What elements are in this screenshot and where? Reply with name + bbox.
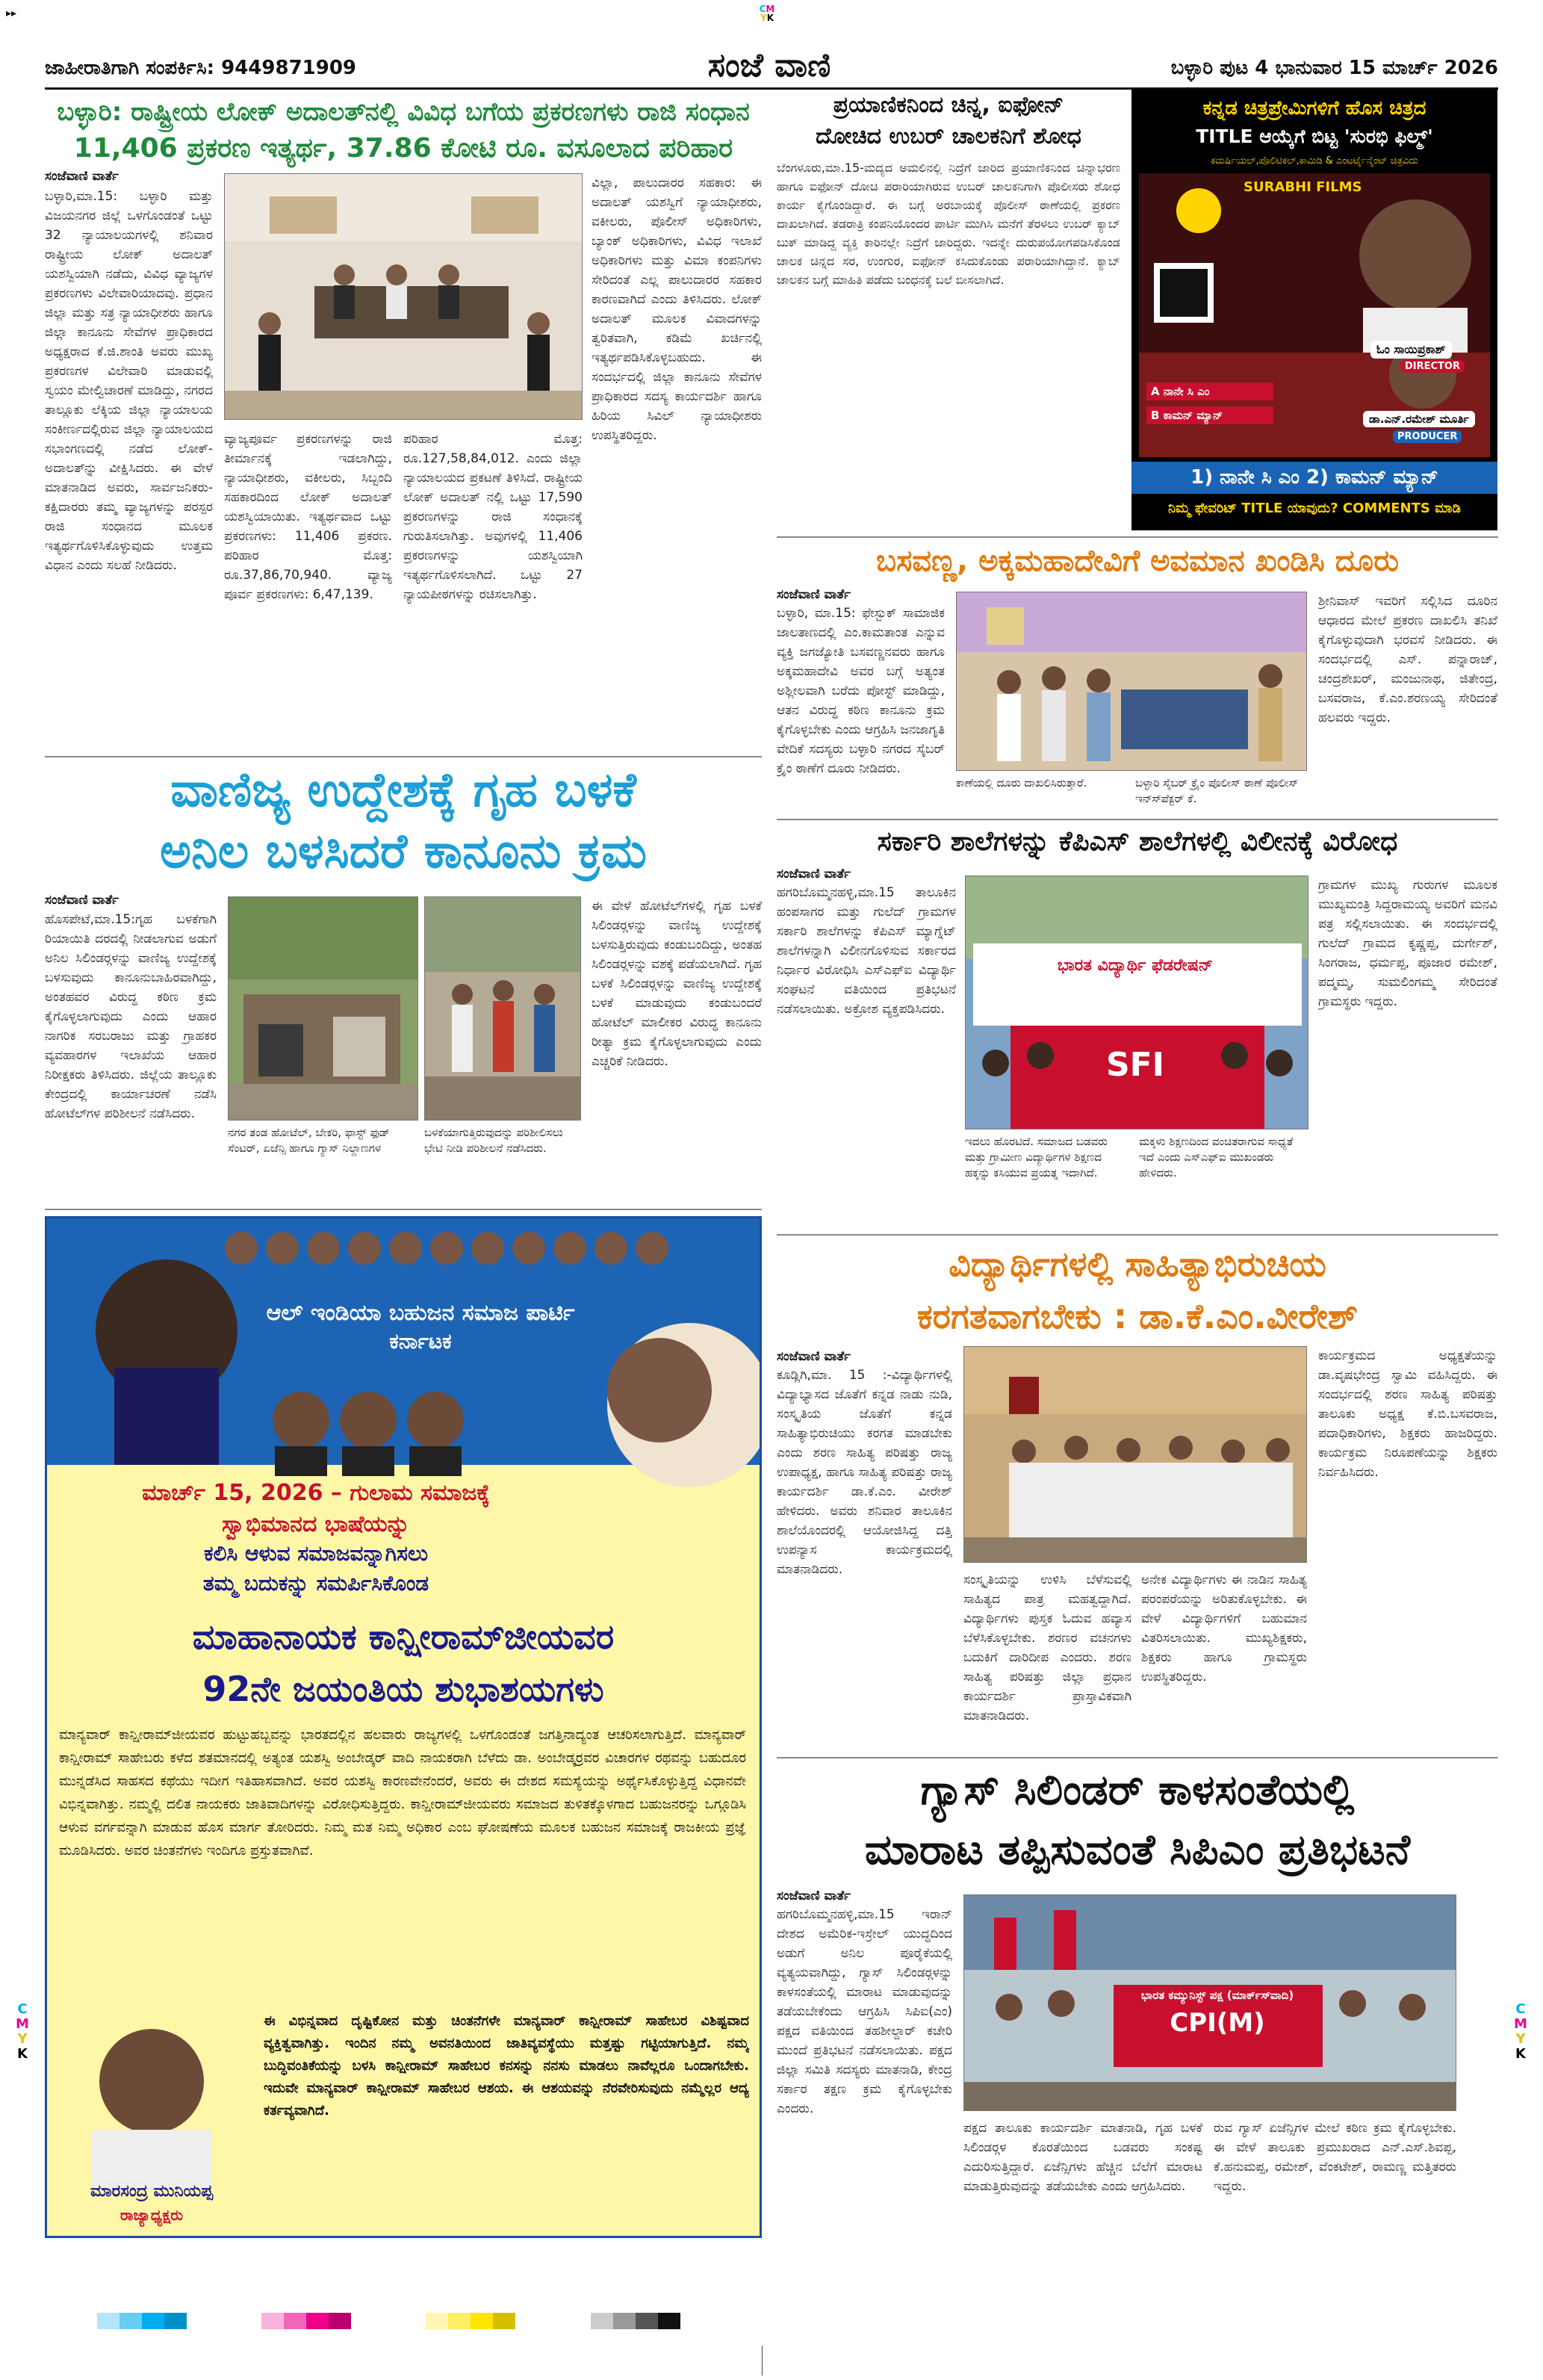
cmyk-mark-left: C M Y K — [16, 2001, 29, 2062]
producer-role: PRODUCER — [1393, 430, 1462, 443]
bsp-line-2: ಸ್ವಾಭಿಮಾನದ ಭಾಷೆಯನ್ನು — [222, 1511, 410, 1537]
uber-headline-1: ಪ್ರಯಾಣಿಕನಿಂದ ಚಿನ್ನ, ಐಫೋನ್ — [833, 92, 1064, 118]
sahitya-headline-1: ವಿದ್ಯಾರ್ಥಿಗಳಲ್ಲಿ ಸಾಹಿತ್ಯಾಭಿರುಚಿಯ — [949, 1244, 1326, 1284]
sahitya-col-4: ಕಾರ್ಯಕ್ರಮದ ಅಧ್ಯಕ್ಷತೆಯನ್ನು ಡಾ.ವೃಷಭೇಂದ್ರ ಸ್ವಾಮಿ ವಹಿಸಿದ್ದರು. ಈ ಸಂದರ್ಭದಲ್ಲಿ ಶರಣ ಸಾಹಿತ್ಯ ಪರಿಷತ್ತು ತಾಲೂಕು ಅಧ್ಯಕ್ಷ ಕೆ.ಬಿ.ಬಸವರಾಜ, ಪದಾಧಿಕಾರಿಗಳು, ಶಿಕ್ಷಕರು ಹಾಜರಿದ್ದರು. ಕಾರ್ಯಕ್ರಮ ನಿರೂಪಣೆಯನ್ನು ಶಿಕ್ಷಕರು ನಿರ್ವಹಿಸಿದರು. — [1318, 1348, 1497, 1480]
divider — [777, 819, 1498, 820]
kps-byline: ಸಂಜೆವಾಣಿ ವಾರ್ತೆ — [777, 867, 851, 881]
divider — [45, 1209, 762, 1210]
page-header — [45, 46, 1498, 90]
cpim-label: CPI(M) — [1170, 2008, 1265, 2038]
divider — [777, 1757, 1498, 1758]
film-ad-headline-1: ಕನ್ನಡ ಚಿತ್ರಪ್ರೇಮಿಗಳಿಗೆ ಹೊಸ ಚಿತ್ರದ — [1202, 97, 1426, 120]
bsp-state: ಕರ್ನಾಟಕ — [389, 1329, 452, 1354]
crop-mark-left: ▸▸ — [6, 7, 17, 19]
sahitya-program-image — [964, 1347, 1307, 1563]
gas-col-3: ರುವ ಗ್ಯಾಸ್ ಏಜೆನ್ಸಿಗಳ ಮೇಲೆ ಕಠಿಣ ಕ್ರಮ ಕೈಗೊಳ್ಳಬೇಕು. ಈ ವೇಳೆ ತಾಲೂಕು ಪ್ರಮುಖರಾದ ಎನ್.ಎಸ್.ಶಿವಪ್ಪ, ಕೆ.ಹನುಮಪ್ಪ, ರಮೇಶ್, ವೆಂಕಟೇಶ್, ರಾಮಣ್ಣ ಮತ್ತಿತರರು ಇದ್ದರು. — [1214, 2121, 1456, 2194]
film-cta: ನಿಮ್ಮ ಫೇವರಿಟ್ TITLE ಯಾವುದು? COMMENTS ಮಾಡಿ — [1168, 501, 1461, 516]
crop-mark-bottom — [762, 2346, 777, 2376]
anil-caption-1: ನಗರ ತಂಡ ಹೋಟೆಲ್, ಬೇಕರಿ, ಫಾಸ್ಟ್ ಫುಡ್ ಸೆಂಟರ್, ಏಜೆನ್ಸಿ ಹಾಗೂ ಗ್ಯಾಸ್ ನಿಲ್ದಾಣಗಳ — [228, 1126, 391, 1155]
film-banner: SURABHI FILMS — [1244, 179, 1362, 195]
cpim-protest-image — [964, 1895, 1456, 2111]
film-ad-subline: ಕಮರ್ಷಿಯಲ್,ಪೊಲಿಟಿಕಲ್,ಕಾಮಿಡಿ & ಎಂಟರ್ಟೈನ್ಮೆಂಟ್ ಚಿತ್ರವಿದು — [1211, 155, 1418, 167]
lok-adalat-col-1: ಬಳ್ಳಾರಿ,ಮಾ.15: ಬಳ್ಳಾರಿ ಮತ್ತು ವಿಜಯನಗರ ಜಿಲ್ಲೆ ಒಳಗೊಂಡಂತೆ ಒಟ್ಟು 32 ನ್ಯಾಯಾಲಯಗಳಲ್ಲಿ ಶನಿವಾರ ರಾಷ್ಟ್ರೀಯ ಲೋಕ್ ಅದಾಲತ್ ಯಶಸ್ವಿಯಾಗಿ ನಡೆದು, ವಿವಿಧ ವ್ಯಾಜ್ಯಗಳ ಪ್ರಕರಣಗಳು ವಿಲೇವಾರಿಯಾದವು. ಪ್ರಧಾನ ಜಿಲ್ಲಾ ಮತ್ತು ಸತ್ರ ನ್ಯಾಯಾಧೀಶರು ಹಾಗೂ ಜಿಲ್ಲಾ ಕಾನೂನು ಸೇವೆಗಳ ಪ್ರಾಧಿಕಾರದ ಅಧ್ಯಕ್ಷರಾದ ಕೆ.ಜಿ.ಶಾಂತಿ ಅವರು ಮುಖ್ಯ ಪ್ರಕರಣಗಳ ವಿಲೇವಾರಿ ಮಾಡುವಲ್ಲಿ ಸ್ವಯಂ ಮೇಲ್ವಿಚಾರಣೆ ಮಾಡಿದ್ದು, ನಗರದ ತಾಲ್ಲೂಕು ಲೆಕ್ಕಿಯ ಜಿಲ್ಲಾ ನ್ಯಾಯಾಲಯ ಸಂಕೀರ್ಣದಲ್ಲಿರುವ ಜಿಲ್ಲಾ ನ್ಯಾಯಾಲಯದ ಸಭಾಂಗಣದಲ್ಲಿ ನಡೆದ ಲೋಕ್-ಅದಾಲತ್‍ನ್ನು ವೀಕ್ಷಿಸಿದರು. ಈ ವೇಳೆ ಮಾತನಾಡಿದ ಅವರು, ಸಾರ್ವಜನಿಕರು-ಕಕ್ಷಿದಾರರು ತಮ್ಮ ವ್ಯಾಜ್ಯಗಳನ್ನು ಪರಸ್ಪರ ರಾಜಿ ಸಂಧಾನದ ಮೂಲಕ ಇತ್ಯರ್ಥಗೊಳಿಸಿಕೊಳ್ಳುವುದು ಉತ್ತಮ ವಿಧಾನ ಎಂದು ಸಲಹೆ ನೀಡಿದರು. — [45, 189, 213, 573]
lok-adalat-col-3: ಪರಿಹಾರ ಮೊತ್ತ: ರೂ.127,58,84,012. ಎಂದು ಜಿಲ್ಲಾ ನ್ಯಾಯಾಲಯದ ಪ್ರಕಟಣೆ ತಿಳಿಸಿದೆ. ರಾಷ್ಟ್ರೀಯ ಲೋಕ್ ಅದಾಲತ್ ನಲ್ಲಿ ಒಟ್ಟು 17,590 ಪ್ರಕರಣಗಳನ್ನು ರಾಜಿ ಸಂಧಾನಕ್ಕೆ ಗುರುತಿಸಲಾಗಿತ್ತು. ಅವುಗಳಲ್ಲಿ 11,406 ಪ್ರಕರಣಗಳನ್ನು ಯಶಸ್ವಿಯಾಗಿ ಇತ್ಯರ್ಥಗೊಳಿಸಲಾಗಿದೆ. ಒಟ್ಟು 27 ನ್ಯಾಯಪೀಠಗಳನ್ನು ರಚಿಸಲಾಗಿತ್ತು. — [403, 432, 583, 602]
edition-info: ಬಳ್ಳಾರಿ ಪುಟ 4 ಭಾನುವಾರ 15 ಮಾರ್ಚ್ 2026 — [1170, 57, 1498, 79]
lok-adalat-photo — [224, 173, 583, 420]
sahitya-col-1: ಕೂಡ್ಲಿಗಿ,ಮಾ. 15 :-ವಿದ್ಯಾರ್ಥಿಗಳಲ್ಲಿ ವಿದ್ಯಾಭ್ಯಾಸದ ಜೊತೆಗೆ ಕನ್ನಡ ನಾಡು ನುಡಿ, ಸಂಸ್ಕೃತಿಯ ಜೊತೆಗೆ ಕನ್ನಡ ಸಾಹಿತ್ಯಾಭಿರುಚಿಯು ಕರಗತ ಮಾಡಬೇಕು ಎಂದು ಶರಣ ಸಾಹಿತ್ಯ ಪರಿಷತ್ತು ರಾಜ್ಯ ಉಪಾಧ್ಯಕ್ಷ, ಹಾಗೂ ಸಾಹಿತ್ಯ ಪರಿಷತ್ತು ರಾಜ್ಯ ಕಾರ್ಯದರ್ಶಿ ಡಾ.ಕೆ.ಎಂ. ವೀರೇಶ್ ಹೇಳಿದರು. ಅವರು ಶನಿವಾರ ತಾಲೂಕಿನ ಶಾಲೆಯೊಂದರಲ್ಲಿ ಆಯೋಜಿಸಿದ್ದ ದತ್ತಿ ಉಪನ್ಯಾಸ ಕಾರ್ಯಕ್ರಮದಲ್ಲಿ ಮಾತನಾಡಿದರು. — [777, 1368, 952, 1577]
cmyk-mark-right: C M Y K — [1514, 2001, 1527, 2062]
cylinder-seizure-image — [425, 897, 581, 1121]
bsp-line-5: ಮಾಹಾನಾಯಕ ಕಾನ್ಷೀರಾಮ್‍ಜೀಯವರ — [192, 1617, 615, 1657]
gas-headline-2: ಮಾರಾಟ ತಪ್ಪಿಸುವಂತೆ ಸಿಪಿಎಂ ಪ್ರತಿಭಟನೆ — [864, 1826, 1411, 1874]
film-ad — [1131, 90, 1497, 530]
anil-byline: ಸಂಜೆವಾಣಿ ವಾರ್ತೆ — [45, 893, 119, 908]
sfi-banner-text: ಭಾರತ ವಿದ್ಯಾರ್ಥಿ ಫೆಡರೇಷನ್ — [1057, 956, 1214, 975]
hotel-inspection-image — [229, 897, 418, 1121]
bsp-party-name: ಆಲ್ ಇಂಡಿಯಾ ಬಹುಜನ ಸಮಾಜ ಪಾರ್ಟಿ — [266, 1300, 575, 1326]
gas-col-2: ಪಕ್ಷದ ತಾಲೂಕು ಕಾರ್ಯದರ್ಶಿ ಮಾತನಾಡಿ, ಗೃಹ ಬಳಕೆ ಸಿಲಿಂಡರ್‍ಗಳ ಕೊರತೆಯಿಂದ ಬಡವರು ಸಂಕಷ್ಟ ಎದುರಿಸುತ್ತಿದ್ದಾರೆ. ಏಜೆನ್ಸಿಗಳು ಹೆಚ್ಚಿನ ಬೆಲೆಗೆ ಮಾರಾಟ ಮಾಡುತ್ತಿರುವುದನ್ನು ತಡೆಯಬೇಕು ಎಂದು ಆಗ್ರಹಿಸಿದರು. — [963, 2121, 1202, 2194]
film-options-line: 1) ನಾನೇ ಸಿ ಎಂ 2) ಕಾಮನ್ ಮ್ಯಾನ್ — [1131, 462, 1497, 494]
uber-headline-2: ದೋಚಿದ ಉಬರ್ ಚಾಲಕನಿಗೆ ಶೋಧ — [816, 123, 1081, 149]
masthead: ಸಂಜೆ ವಾಣಿ — [707, 46, 831, 84]
sfi-flag-text: SFI — [1105, 1046, 1165, 1084]
sfi-protest-image — [966, 876, 1308, 1129]
kps-caption-2: ಮಕ್ಕಳು ಶಿಕ್ಷಣದಿಂದ ವಂಚಿತರಾಗುವ ಸಾಧ್ಯತೆ ಇದೆ ಎಂದು ಎಸ್‍ಎಫ್‍ಐ ಮುಖಂಡರು ಹೇಳಿದರು. — [1139, 1135, 1294, 1180]
bsp-leader-title: ರಾಜ್ಯಾಧ್ಯಕ್ಷರು — [119, 2206, 184, 2224]
divider — [777, 1234, 1498, 1236]
sahitya-col-3: ಅನೇಕ ವಿದ್ಯಾರ್ಥಿಗಳು ಈ ನಾಡಿನ ಸಾಹಿತ್ಯ ಪರಂಪರೆಯನ್ನು ಅರಿತುಕೊಳ್ಳಬೇಕು. ಈ ವೇಳೆ ವಿದ್ಯಾರ್ಥಿಗಳಿಗೆ ಬಹುಮಾನ ವಿತರಿಸಲಾಯಿತು. ಮುಖ್ಯಶಿಕ್ಷಕರು, ಶಿಕ್ಷಕರು ಹಾಗೂ ಗ್ರಾಮಸ್ಥರು ಉಪಸ್ಥಿತರಿದ್ದರು. — [1141, 1572, 1307, 1685]
film-option-b: B ಕಾಮನ್ ಮ್ಯಾನ್ — [1146, 406, 1273, 424]
anil-photo-2 — [424, 896, 581, 1121]
bsp-leader-name: ಮಾರಸಂದ್ರ ಮುನಿಯಪ್ಪ — [90, 2182, 214, 2201]
basavanna-col-1: ಬಳ್ಳಾರಿ, ಮಾ.15: ಫೇಸ್ಬುಕ್ ಸಾಮಾಜಿಕ ಜಾಲತಾಣದಲ್ಲಿ ಎಂ.ಕಾಮತಾಂತ ಎನ್ನುವ ವ್ಯಕ್ತಿ ಜಗಜ್ಯೋತಿ ಬಸವಣ್ಣನವರು ಹಾಗೂ ಅಕ್ಕಮಹಾದೇವಿ ಅವರ ಬಗ್ಗೆ ಅತ್ಯಂತ ಅಶ್ಲೀಲವಾಗಿ ಬರೆದು ಪೋಸ್ಟ್ ಮಾಡಿದ್ದು, ಆತನ ವಿರುದ್ಧ ಕಠಿಣ ಕಾನೂನು ಕ್ರಮ ಕೈಗೊಳ್ಳಬೇಕು ಎಂದು ಆಗ್ರಹಿಸಿ ಜನಜಾಗೃತಿ ವೇದಿಕೆ ಸದಸ್ಯರು ಬಳ್ಳಾರಿ ನಗರದ ಸೈಬರ್ ಕ್ರೈಂ ಠಾಣೆಗೆ ದೂರು ನೀಡಿದರು. — [777, 606, 945, 776]
anil-caption-2: ಬಳಕೆಯಾಗುತ್ತಿರುವುದನ್ನು ಪರಿಶೀಲಿಸಲು ಭೇಟಿ ನೀಡಿ ಪರಿಶೀಲನೆ ನಡೆಸಿದರು. — [424, 1126, 563, 1155]
basavanna-byline: ಸಂಜೆವಾಣಿ ವಾರ್ತೆ — [777, 587, 851, 602]
lok-adalat-headline-2: 11,406 ಪ್ರಕರಣ ಇತ್ಯರ್ಥ, 37.86 ಕೋಟಿ ರೂ. ವಸೂಲಾದ ಪರಿಹಾರ — [73, 133, 733, 164]
bsp-tribute: ಈ ವಿಭಿನ್ನವಾದ ದೃಷ್ಟಿಕೋನ ಮತ್ತು ಚಿಂತನೆಗಳೇ ಮಾನ್ಯವಾರ್ ಕಾನ್ಷೀರಾಮ್ ಸಾಹೇಬರ ವಿಶಿಷ್ಟವಾದ ವ್ಯಕ್ತಿತ್ವವಾಗಿತ್ತು. ಇಂದಿನ ನಮ್ಮ ಅವನತಿಯಿಂದ ಜಾತಿವ್ಯವಸ್ಥೆಯು ಮತ್ತಷ್ಟು ಗಟ್ಟಿಯಾಗುತ್ತಿದೆ. ನಮ್ಮ ಬುದ್ಧಿವಂತಿಕೆಯನ್ನು ಬಳಸಿ ಕಾನ್ಷೀರಾಮ್ ಸಾಹೇಬರ ಕನಸನ್ನು ನನಸು ಮಾಡಲು ನಾವೆಲ್ಲರೂ ಒಂದಾಗಬೇಕು. ಇದುವೇ ಮಾನ್ಯವಾರ್ ಕಾನ್ಷೀರಾಮ್ ಸಾಹೇಬರ ಆಶಯ. ಈ ಆಶಯವನ್ನು ನೆರವೇರಿಸುವುದು ನಮ್ಮೆಲ್ಲರ ಆದ್ಯ ಕರ್ತವ್ಯವಾಗಿದೆ. — [264, 2013, 749, 2119]
gas-photo — [963, 1894, 1456, 2111]
producer-label: ಡಾ.ಎನ್.ರಮೇಶ್ ಮೂರ್ತಿ — [1363, 411, 1475, 427]
divider — [45, 756, 762, 757]
anil-headline-1: ವಾಣಿಜ್ಯ ಉದ್ದೇಶಕ್ಕೆ ಗೃಹ ಬಳಕೆ — [170, 763, 636, 818]
lok-adalat-byline: ಸಂಜೆವಾಣಿ ವಾರ್ತೆ — [45, 169, 119, 184]
bsp-ad — [45, 1216, 762, 2238]
cpim-banner-text: ಭಾರತ ಕಮ್ಯುನಿಸ್ಟ್ ಪಕ್ಷ (ಮಾರ್ಕ್ಸ್‍ವಾದಿ) — [1140, 1989, 1294, 2002]
kps-caption-1: ಇದಲು ಹೊರಟಿದೆ. ಸಮಾಜದ ಬಡವರು ಮತ್ತು ಗ್ರಾಮೀಣ ವಿದ್ಯಾರ್ಥಿಗಳ ಶಿಕ್ಷಣದ ಹಕ್ಕನ್ನು ಕಸಿಯುವ ಪ್ರಯತ್ನ ಇದಾಗಿದೆ. — [965, 1135, 1108, 1180]
ad-contact: ಜಾಹೀರಾತಿಗಾಗಿ ಸಂಪರ್ಕಿಸಿ: 9449871909 — [45, 57, 357, 79]
basavanna-col-2: ಶ್ರೀನಿವಾಸ್ ಇವರಿಗೆ ಸಲ್ಲಿಸಿದ ದೂರಿನ ಆಧಾರದ ಮೇಲೆ ಪ್ರಕರಣ ದಾಖಲಿಸಿ ತನಿಖೆ ಕೈಗೊಳ್ಳುವುದಾಗಿ ಭರವಸೆ ನೀಡಿದರು. ಈ ಸಂದರ್ಭದಲ್ಲಿ ಎಸ್. ಪನ್ನಾರಾಜ್, ಚಂದ್ರಶೇಖರ್, ಮಂಜುನಾಥ, ಜಿತೇಂದ್ರ, ಬಸವರಾಜ, ಕೆ.ಎಂ.ಶರಣಯ್ಯ ಸೇರಿದಂತೆ ಹಲವರು ಇದ್ದರು. — [1318, 594, 1497, 725]
color-calibration-bar — [97, 2313, 710, 2331]
cyber-police-image — [957, 592, 1307, 771]
cmyk-mark-top: CM YK — [759, 4, 775, 23]
anil-photo-1 — [228, 896, 418, 1121]
film-ad-headline-2: TITLE ಆಯ್ಕೆಗೆ ಬಿಟ್ಟ 'ಸುರಭಿ ಫಿಲ್ಮ್' — [1196, 125, 1433, 147]
bsp-line-6: 92ನೇ ಜಯಂತಿಯ ಶುಭಾಶಯಗಳು — [202, 1669, 604, 1709]
bsp-line-3: ಕಲಿಸಿ ಆಳುವ ಸಮಾಜವನ್ನಾಗಿಸಲು — [203, 1541, 428, 1566]
basavanna-caption-2: ಬಳ್ಳಾರಿ ಸೈಬರ್ ಕ್ರೈಂ ಪೊಲೀಸ್ ಠಾಣೆ ಪೊಲೀಸ್ ಇನ್ಸ್‍ಪೆಕ್ಟರ್ ಕೆ. — [1135, 776, 1299, 805]
gas-headline-1: ಗ್ಯಾಸ್ ಸಿಲಿಂಡರ್ ಕಾಳಸಂತೆಯಲ್ಲಿ — [920, 1766, 1355, 1815]
lok-adalat-col-2: ವ್ಯಾಜ್ಯಪೂರ್ವ ಪ್ರಕರಣಗಳನ್ನು ರಾಜಿ ತೀರ್ಮಾನಕ್ಕೆ ಇಡಲಾಗಿದ್ದು, ನ್ಯಾಯಾಧೀಶರು, ವಕೀಲರು, ಸಿಬ್ಬಂದಿ ಸಹಕಾರದಿಂದ ಲೋಕ್ ಅದಾಲತ್ ಯಶಸ್ವಿಯಾಯಿತು. ಇತ್ಯರ್ಥವಾದ ಒಟ್ಟು ಪ್ರಕರಣಗಳು: 11,406 ಪ್ರಕರಣ. ಪರಿಹಾರ ಮೊತ್ತ: ರೂ.37,86,70,940. ವ್ಯಾಜ್ಯ ಪೂರ್ವ ಪ್ರಕರಣಗಳು: 6,47,139. — [224, 432, 392, 602]
uber-body: ಬೆಂಗಳೂರು,ಮಾ.15-ಮದ್ಯದ ಅಮಲಿನಲ್ಲಿ ನಿದ್ರೆಗೆ ಜಾರಿದ ಪ್ರಯಾಣಿಕನಿಂದ ಚಿನ್ನಾಭರಣ ಹಾಗೂ ಐಫೋನ್ ದೋಚಿ ಪರಾರಿಯಾಗಿರುವ ಉಬರ್ ಚಾಲಕನಿಗಾಗಿ ಪೊಲೀಸರು ಶೋಧ ಕಾರ್ಯ ಕೈಗೊಂಡಿದ್ದಾರೆ. ಈ ಬಗ್ಗೆ ಅರಬಾಯಕ್ಕೆ ಪೊಲೀಸ್ ಠಾಣೆಯಲ್ಲಿ ಪ್ರಕರಣ ದಾಖಲಾಗಿದೆ. ತಡರಾತ್ರಿ ಕಂಪನಿಯೊಂದರ ಪಾರ್ಟಿ ಮುಗಿಸಿ ಮನೆಗೆ ತೆರಳಲು ಉಬರ್ ಕ್ಯಾಬ್ ಬುಕ್ ಮಾಡಿದ್ದ ವ್ಯಕ್ತಿ ಕಾರಿನಲ್ಲೇ ನಿದ್ರೆಗೆ ಜಾರಿದ್ದರು. ಇದನ್ನೇ ದುರುಪಯೋಗಪಡಿಸಿಕೊಂಡ ಚಾಲಕ ಚಿನ್ನದ ಸರ, ಉಂಗುರ, ಐಫೋನ್ ಕಸಿದುಕೊಂಡು ಪರಾರಿಯಾಗಿದ್ದಾನೆ. ಕ್ಯಾಬ್ ಚಾಲಕನ ಬಗ್ಗೆ ಮಾಹಿತಿ ಪಡೆದು ಬಂಧನಕ್ಕೆ ಬಲೆ ಬೀಸಲಾಗಿದೆ. — [777, 161, 1120, 287]
kps-photo — [965, 876, 1308, 1129]
anil-headline-2: ಅನಿಲ ಬಳಸಿದರೆ ಕಾನೂನು ಕ್ರಮ — [160, 824, 647, 879]
bsp-leader-photo — [62, 2010, 241, 2190]
anil-col-2: ಈ ವೇಳೆ ಹೋಟೆಲ್‍ಗಳಲ್ಲಿ ಗೃಹ ಬಳಕೆ ಸಿಲಿಂಡರ್‍ಗಳನ್ನು ವಾಣಿಜ್ಯ ಉದ್ದೇಶಕ್ಕೆ ಬಳಸುತ್ತಿರುವುದು ಕಂಡುಬಂದಿದ್ದು, ಅಂತಹ ಸಿಲಿಂಡರ್‍ಗಳನ್ನು ವಶಕ್ಕೆ ಪಡೆಯಲಾಗಿದೆ. ಗೃಹ ಬಳಕೆ ಸಿಲಿಂಡರ್‍ಗಳನ್ನು ವಾಣಿಜ್ಯ ಉದ್ದೇಶಕ್ಕೆ ಬಳಕೆ ಮಾಡುವುದು ಕಂಡುಬಂದರೆ ಹೋಟೆಲ್ ಮಾಲೀಕರ ವಿರುದ್ಧ ಕಾನೂನು ರೀತ್ಯಾ ಕ್ರಮ ಕೈಗೊಳ್ಳಲಾಗುವುದು ಎಂದು ಎಚ್ಚರಿಕೆ ನೀಡಿದರು. — [592, 899, 762, 1069]
bsp-line-4: ತಮ್ಮ ಬದುಕನ್ನು ಸಮರ್ಪಿಸಿಕೊಂಡ — [202, 1571, 429, 1596]
lok-adalat-headline-1: ಬಳ್ಳಾರಿ: ರಾಷ್ಟ್ರೀಯ ಲೋಕ್ ಅದಾಲತ್‍ನಲ್ಲಿ ವಿವಿಧ ಬಗೆಯ ಪ್ರಕರಣಗಳು ರಾಜಿ ಸಂಧಾನ — [57, 97, 750, 127]
bsp-line-1: ಮಾರ್ಚ್ 15, 2026 – ಗುಲಾಮ ಸಮಾಜಕ್ಕೆ — [142, 1480, 490, 1506]
sahitya-photo — [963, 1346, 1307, 1563]
director-label: ಓಂ ಸಾಯಿಪ್ರಕಾಶ್ — [1370, 341, 1452, 359]
kps-col-2: ಗ್ರಾಮಗಳ ಮುಖ್ಯ ಗುರುಗಳ ಮೂಲಕ ಮುಖ್ಯಮಂತ್ರಿ ಸಿದ್ದರಾಮಯ್ಯ ಅವರಿಗೆ ಮನವಿ ಪತ್ರ ಸಲ್ಲಿಸಲಾಯಿತು. ಈ ಸಂದರ್ಭದಲ್ಲಿ ಗುಲೆದ್ ಗ್ರಾಮದ ಕೃಷ್ಣಪ್ಪ, ದುರ್ಗೇಶ್, ಸಿಂಗರಾಜ, ಧರ್ಮಪ್ಪ, ಪೂಜಾರ ರಮೇಶ್, ಪದ್ಮಮ್ಮ, ಸುಮಲಿಂಗಮ್ಮ ಸೇರಿದಂತೆ ಗ್ರಾಮಸ್ಥರು ಇದ್ದರು. — [1318, 878, 1497, 1009]
sahitya-col-2: ಸಂಸ್ಕೃತಿಯನ್ನು ಉಳಿಸಿ ಬೆಳೆಸುವಲ್ಲಿ ಸಾಹಿತ್ಯದ ಪಾತ್ರ ಮಹತ್ವದ್ದಾಗಿದೆ. ವಿದ್ಯಾರ್ಥಿಗಳು ಪುಸ್ತಕ ಓದುವ ಹವ್ಯಾಸ ಬೆಳೆಸಿಕೊಳ್ಳಬೇಕು. ಶರಣರ ವಚನಗಳು ಬದುಕಿಗೆ ದಾರಿದೀಪ ಎಂದರು. ಶರಣ ಸಾಹಿತ್ಯ ಪರಿಷತ್ತು ಜಿಲ್ಲಾ ಪ್ರಧಾನ ಕಾರ್ಯದರ್ಶಿ ಪ್ರಾಸ್ತಾವಿಕವಾಗಿ ಮಾತನಾಡಿದರು. — [963, 1572, 1131, 1723]
film-option-a: A ನಾನೇ ಸಿ ಎಂ — [1146, 382, 1273, 400]
basavanna-photo — [956, 592, 1307, 771]
kps-headline: ಸರ್ಕಾರಿ ಶಾಲೆಗಳನ್ನು ಕೆಪಿಎಸ್ ಶಾಲೆಗಳಲ್ಲಿ ವಿಲೀನಕ್ಕೆ ವಿರೋಧ — [877, 826, 1398, 857]
lok-adalat-col-4: ವಿಲ್ಲಾ, ಪಾಲುದಾರರ ಸಹಕಾರ: ಈ ಅದಾಲತ್ ಯಶಸ್ವಿಗೆ ನ್ಯಾಯಾಧೀಶರು, ವಕೀಲರು, ಪೊಲೀಸ್ ಅಧಿಕಾರಿಗಳು, ಬ್ಯಾಂಕ್ ಅಧಿಕಾರಿಗಳು, ವಿವಿಧ ಇಲಾಖೆ ಅಧಿಕಾರಿಗಳು ಮತ್ತು ವಿಮಾ ಕಂಪನಿಗಳು ಸೇರಿದಂತೆ ಎಲ್ಲ ಪಾಲುದಾರರ ಸಹಕಾರ ಕಾರಣವಾಗಿದೆ ಎಂದು ತಿಳಿಸಿದರು. ಲೋಕ್ ಅದಾಲತ್ ಮೂಲಕ ವಿವಾದಗಳನ್ನು ತ್ವರಿತವಾಗಿ, ಕಡಿಮೆ ಖರ್ಚಿನಲ್ಲಿ ಇತ್ಯರ್ಥಪಡಿಸಿಕೊಳ್ಳಬಹುದು. ಈ ಸಂದರ್ಭದಲ್ಲಿ ಜಿಲ್ಲಾ ಕಾನೂನು ಸೇವೆಗಳ ಪ್ರಾಧಿಕಾರದ ಸದಸ್ಯ ಕಾರ್ಯದರ್ಶಿ ಹಾಗೂ ಹಿರಿಯ ಸಿವಿಲ್ ನ್ಯಾಯಾಧೀಶರು ಉಪಸ್ಥಿತರಿದ್ದರು. — [592, 176, 762, 443]
court-hall-image — [225, 174, 583, 420]
sahitya-headline-2: ಕರಗತವಾಗಬೇಕು : ಡಾ.ಕೆ.ಎಂ.ವೀರೇಶ್ — [916, 1296, 1359, 1336]
gas-byline: ಸಂಜೆವಾಣಿ ವಾರ್ತೆ — [777, 1888, 851, 1903]
basavanna-caption-1: ಕಾಣೆಯಲ್ಲಿ ದೂರು ದಾಖಲಿಸಿರುತ್ತಾರೆ. — [956, 776, 1087, 790]
gas-col-1: ಹಗರಿಬೊಮ್ಮನಹಳ್ಳಿ,ಮಾ.15 ಇರಾನ್ ದೇಶದ ಅಮೆರಿಕ-ಇಸ್ರೇಲ್ ಯುದ್ಧದಿಂದ ಅಡುಗೆ ಅನಿಲ ಪೂರೈಕೆಯಲ್ಲಿ ವ್ಯತ್ಯಯವಾಗಿದ್ದು, ಗ್ಯಾಸ್ ಸಿಲಿಂಡರ್‍ಗಳನ್ನು ಕಾಳಸಂತೆಯಲ್ಲಿ ಮಾರಾಟ ಮಾಡುವುದನ್ನು ತಡೆಯಬೇಕೆಂದು ಆಗ್ರಹಿಸಿ ಸಿಪಿಐ(ಎಂ) ಪಕ್ಷದ ವತಿಯಿಂದ ತಹಶೀಲ್ದಾರ್ ಕಚೇರಿ ಮುಂದೆ ಪ್ರತಿಭಟನೆ ನಡೆಸಲಾಯಿತು. ಪಕ್ಷದ ಜಿಲ್ಲಾ ಸಮಿತಿ ಸದಸ್ಯರು ಮಾತನಾಡಿ, ಕೇಂದ್ರ ಸರ್ಕಾರ ತಕ್ಷಣ ಕ್ರಮ ಕೈಗೊಳ್ಳಬೇಕು ಎಂದರು. — [777, 1907, 952, 2116]
bsp-body: ಮಾನ್ಯವಾರ್ ಕಾನ್ಷೀರಾಮ್‍ಜೀಯವರ ಹುಟ್ಟುಹಬ್ಬವನ್ನು ಭಾರತದಲ್ಲಿನ ಹಲವಾರು ರಾಜ್ಯಗಳಲ್ಲಿ ಒಳಗೊಂಡಂತೆ ಜಗತ್ತಿನಾದ್ಯಂತ ಆಚರಿಸಲಾಗುತ್ತಿದೆ. ಮಾನ್ಯವಾರ್ ಕಾನ್ಷೀರಾಮ್ ಸಾಹೇಬರು ಕಳೆದ ಶತಮಾನದಲ್ಲಿ ಅತ್ಯಂತ ಯಶಸ್ವಿ ಅಂಬೇಡ್ಕರ್ ವಾದಿ ನಾಯಕರಾಗಿ ಬೆಳೆದು ಡಾ. ಅಂಬೇಡ್ಕರ್‍ರವರ ವಿಚಾರಗಳ ರಥವನ್ನು ಬಹುದೂರ ಮುನ್ನಡೆಸಿದ ಸಾಹಸದ ಕಥೆಯು ಇದೀಗ ಇತಿಹಾಸವಾಗಿದೆ. ಅವರ ಯಶಸ್ವಿ ಕಾರಣವೇನೆಂದರೆ, ಅವರು ಈ ದೇಶದ ಸಮಸ್ಯೆಯನ್ನು ಅರ್ಥೈಸಿಕೊಳ್ಳುತ್ತಿದ್ದ ವಿಧಾನವೇ ವಿಭಿನ್ನವಾಗಿತ್ತು. ನಮ್ಮಲ್ಲಿ ದಲಿತ ನಾಯಕರು ಜಾತಿವಾದಿಗಳನ್ನು ವಿರೋಧಿಸುತ್ತಿದ್ದರು. ಕಾನ್ಷೀರಾಮ್‍ಜೀಯವರು ಸಮಾಜದ ತುಳಿತಕ್ಕೊಳಗಾದ ಬಹುಜನರನ್ನು ಒಗ್ಗೂಡಿಸಿ ಆಳುವ ವರ್ಗವನ್ನಾಗಿ ಮಾಡುವ ಹೊಸ ಮಾರ್ಗ ತೋರಿದರು. ನಿಮ್ಮ ಮತ ನಿಮ್ಮ ಅಧಿಕಾರ ಎಂಬ ಘೋಷಣೆಯ ಮೂಲಕ ಬಹುಜನ ಸಮಾಜಕ್ಕೆ ರಾಜಕೀಯ ಪ್ರಜ್ಞೆ ಮೂಡಿಸಿದರು. ಅವರ ಚಿಂತನೆಗಳು ಇಂದಿಗೂ ಪ್ರಸ್ತುತವಾಗಿವೆ. — [59, 1727, 746, 1859]
kps-col-1: ಹಗರಿಬೊಮ್ಮನಹಳ್ಳಿ,ಮಾ.15 ತಾಲೂಕಿನ ಹಂಪಸಾಗರ ಮತ್ತು ಗುಲೆದ್ ಗ್ರಾಮಗಳ ಸರ್ಕಾರಿ ಶಾಲೆಗಳನ್ನು ಕೆಪಿಎಸ್ ಮ್ಯಾಗ್ನೆಟ್ ಶಾಲೆಗಳನ್ನಾಗಿ ವಿಲೀನಗೊಳಿಸುವ ಸರ್ಕಾರದ ನಿರ್ಧಾರ ವಿರೋಧಿಸಿ ಎಸ್‍ಎಫ್‍ಐ ವಿದ್ಯಾರ್ಥಿ ಸಂಘಟನೆ ವತಿಯಿಂದ ಪ್ರತಿಭಟನೆ ನಡೆಸಲಾಯಿತು. ಅಕ್ರೋಶ ವ್ಯಕ್ತಪಡಿಸಿದರು. — [777, 885, 956, 1017]
sahitya-byline: ಸಂಜೆವಾಣಿ ವಾರ್ತೆ — [777, 1349, 851, 1364]
director-role: DIRECTOR — [1400, 360, 1465, 373]
anil-col-1: ಹೊಸಪೇಟೆ,ಮಾ.15:ಗೃಹ ಬಳಕೆಗಾಗಿ ರಿಯಾಯಿತಿ ದರದಲ್ಲಿ ನೀಡಲಾಗುವ ಅಡುಗೆ ಅನಿಲ ಸಿಲಿಂಡರ್‍ಗಳನ್ನು ವಾಣಿಜ್ಯ ಉದ್ದೇಶಕ್ಕೆ ಬಳಸುವುದು ಕಾನೂನುಬಾಹಿರವಾಗಿದ್ದು, ಅಂತಹವರ ವಿರುದ್ಧ ಕಠಿಣ ಕ್ರಮ ಕೈಗೊಳ್ಳಲಾಗುವುದು ಎಂದು ಆಹಾರ ನಾಗರಿಕ ಸರಬರಾಜು ಮತ್ತು ಗ್ರಾಹಕರ ವ್ಯವಹಾರಗಳ ಇಲಾಖೆಯ ಆಹಾರ ನಿರೀಕ್ಷಕರು ತಿಳಿಸಿದರು. ಜಿಲ್ಲೆಯ ತಾಲ್ಲೂಕು ಕೇಂದ್ರದಲ್ಲಿ ಕಾರ್ಯಾಚರಣೆ ನಡೆಸಿ ಹೋಟೆಲ್‍ಗಳ ಪರಿಶೀಲನೆ ನಡೆಸಿದರು. — [45, 912, 217, 1121]
divider — [777, 536, 1498, 538]
basavanna-headline: ಬಸವಣ್ಣ, ಅಕ್ಕಮಹಾದೇವಿಗೆ ಅವಮಾನ ಖಂಡಿಸಿ ದೂರು — [876, 544, 1399, 578]
